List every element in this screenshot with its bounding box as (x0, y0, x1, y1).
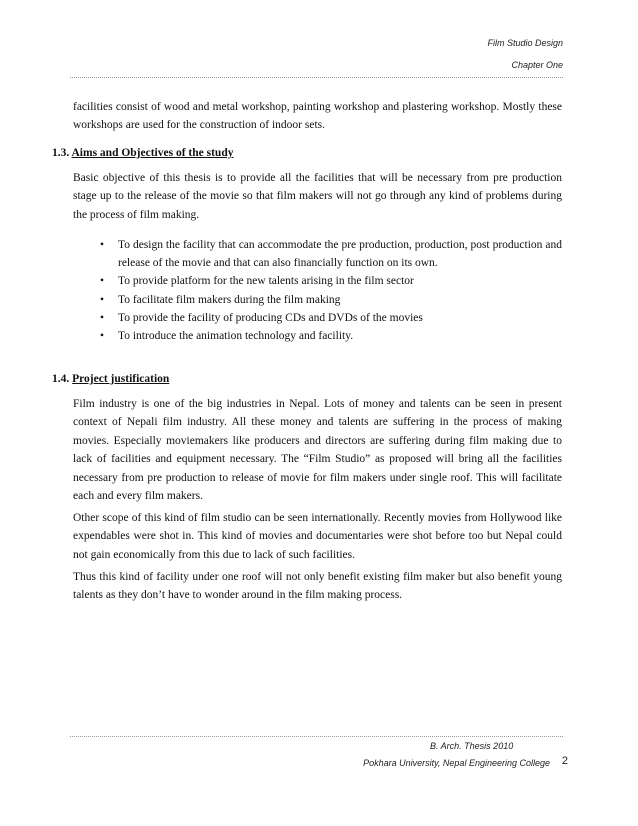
aims-paragraph: Basic objective of this thesis is to provide all the facilities that will be necessary from pre production stage up to the release of the movie so that film makers will not go through any kind of problems during the process of film making. (73, 172, 562, 221)
section-heading-1-4 (52, 373, 169, 385)
list-item (98, 309, 562, 327)
bullet-icon: • (100, 275, 105, 288)
footer-rule (70, 736, 563, 737)
header-rule (70, 77, 563, 78)
section-heading-1-3 (52, 147, 233, 159)
section-title: Aims and Objectives of the study (71, 147, 234, 159)
footer-thesis: B. Arch. Thesis 2010 (430, 741, 514, 751)
justification-paragraph-3: Thus this kind of facility under one roof will not only benefit existing film maker but also benefit young talents as they don’t have to wonder around in the film making process. (73, 571, 562, 602)
page-number: 2 (561, 755, 568, 767)
list-item-text: To provide the facility of producing CDs and DVDs of the movies (118, 311, 423, 324)
list-item (98, 291, 562, 309)
list-item-text: To facilitate film makers during the film making (118, 293, 341, 306)
bullet-icon: • (100, 293, 105, 306)
section-number: 1.3. (52, 147, 70, 159)
justification-paragraph-2: Other scope of this kind of film studio can be seen internationally. Recently movies from Hollywood like expendables were shot in. This kind of movies and documentaries were shot before too but Nepal could not gain economically from this due to lack of such facilities. (73, 512, 562, 561)
section-title: Project justification (72, 373, 170, 385)
justification-paragraph-1: Film industry is one of the big industries in Nepal. Lots of money and talents can be seen in present context of Nepali film industry. All these money and talents are suffering in the process of making movies. Especially moviemakers like producers and directors are suffering during film making due to lack of facilities and equipment necessary. The “Film Studio” as proposed will bring all the facilities necessary from pre production to release of movie for film makers under single roof. This will facilitate each and every film makers. (73, 398, 562, 503)
list-item (98, 236, 562, 272)
section-number: 1.4. (52, 373, 70, 385)
bullet-icon: • (100, 239, 105, 251)
intro-paragraph: facilities consist of wood and metal workshop, painting workshop and plastering workshop. Mostly these workshops are used for the construction of indoor sets. (73, 101, 562, 132)
bullet-icon: • (100, 311, 105, 324)
list-item-text: To design the facility that can accommodate the pre production, production, post production and release of the movie and that can also financially function on its own. (118, 239, 562, 270)
list-item (98, 272, 562, 290)
list-item (98, 327, 562, 345)
bullet-icon: • (100, 330, 105, 343)
header-chapter: Chapter One (511, 60, 563, 70)
footer-institution: Pokhara University, Nepal Engineering College (363, 758, 550, 768)
header-title: Film Studio Design (487, 38, 563, 48)
list-item-text: To introduce the animation technology and facility. (118, 330, 354, 343)
list-item-text: To provide platform for the new talents arising in the film sector (118, 275, 414, 288)
objectives-list (98, 236, 562, 345)
